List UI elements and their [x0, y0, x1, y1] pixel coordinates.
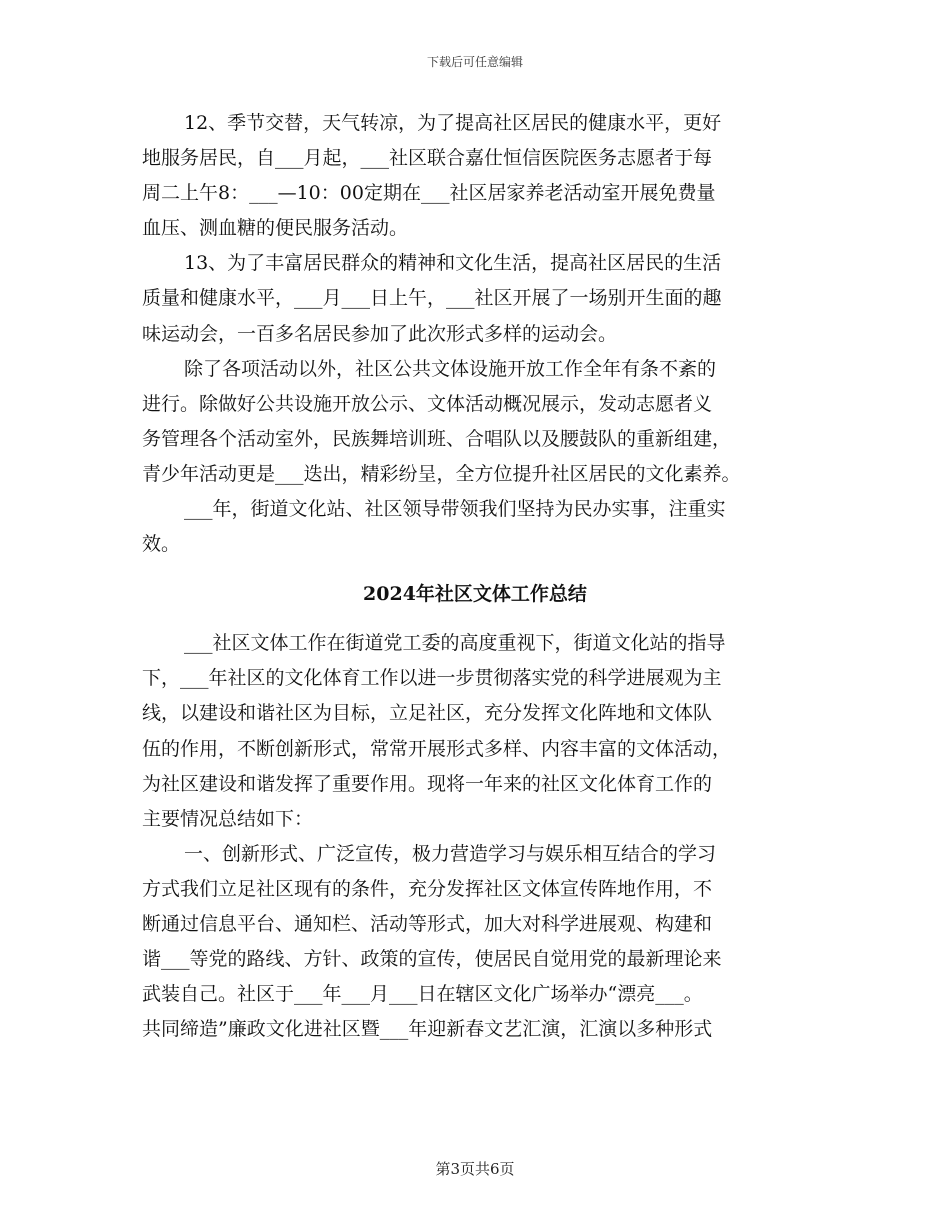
text-line: 共同缔造”廉政文化进社区暨___年迎新春文艺汇演，汇演以多种形式: [142, 1018, 713, 1041]
text-line: ___社区文体工作在街道党工委的高度重视下，街道文化站的指导: [184, 632, 726, 655]
text-line: 断通过信息平台、通知栏、活动等形式，加大对科学进展观、构建和: [142, 912, 713, 935]
paragraph-item-13: [142, 246, 812, 351]
text-line: 伍的作用，不断创新形式，常常开展形式多样、内容丰富的文体活动，: [142, 737, 732, 760]
text-line: 为社区建设和谐发挥了重要作用。现将一年来的社区文化体育工作的: [142, 772, 713, 795]
text-line: 一、创新形式、广泛宣传，极力营造学习与娱乐相互结合的学习: [184, 842, 717, 865]
text-line: 进行。除做好公共设施开放公示、文体活动概况展示，发动志愿者义: [142, 392, 713, 415]
text-line: 质量和健康水平，___月___日上午，___社区开展了一场别开生面的趣: [142, 287, 722, 310]
text-line: 地服务居民，自___月起，___社区联合嘉仕恒信医院医务志愿者于每: [142, 147, 713, 170]
paragraph-item-12: [142, 106, 812, 246]
text-line: 除了各项活动以外，社区公共文体设施开放工作全年有条不紊的: [184, 357, 717, 380]
paragraph-facilities: [142, 352, 812, 492]
section-title: 2024年社区文体工作总结: [363, 583, 587, 606]
page-header-note: 下载后可任意编辑: [426, 55, 523, 69]
text-line: 血压、测血糖的便民服务活动。: [142, 217, 409, 240]
paragraph-closing: [142, 492, 812, 562]
page-number: 第3页共6页: [435, 1160, 515, 1178]
text-line: ___年，街道文化站、社区领导带领我们坚持为民办实事，注重实: [184, 498, 726, 521]
text-line: 务管理各个活动室外，民族舞培训班、合唱队以及腰鼓队的重新组建，: [142, 427, 732, 450]
paragraph-intro: [142, 626, 812, 837]
text-line: 味运动会，一百多名居民参加了此次形式多样的运动会。: [142, 322, 618, 345]
text-line: 主要情况总结如下：: [142, 807, 314, 830]
text-line: 13、为了丰富居民群众的精神和文化生活，提高社区居民的生活: [184, 252, 722, 275]
text-line: 方式我们立足社区现有的条件，充分发挥社区文体宣传阵地作用，不: [142, 877, 713, 900]
text-line: 线，以建设和谐社区为目标，立足社区，充分发挥文化阵地和文体队: [142, 702, 713, 725]
text-line: 青少年活动更是___迭出，精彩纷呈，全方位提升社区居民的文化素养。: [142, 462, 741, 485]
document-body: [142, 106, 812, 1047]
text-line: 效。: [142, 533, 181, 556]
paragraph-section-one: [142, 837, 812, 1048]
text-line: 周二上午8：___—10：00定期在___社区居家养老活动室开展免费量: [142, 182, 716, 205]
text-line: 下，___年社区的文化体育工作以进一步贯彻落实党的科学进展观为主: [142, 667, 722, 690]
text-line: 武装自己。社区于___年___月___日在辖区文化广场举办“漂亮___。: [142, 983, 703, 1006]
text-line: 谐___等党的路线、方针、政策的宣传，使居民自觉用党的最新理论来: [142, 948, 722, 971]
text-line: 12、季节交替，天气转凉，为了提高社区居民的健康水平，更好: [184, 112, 722, 134]
